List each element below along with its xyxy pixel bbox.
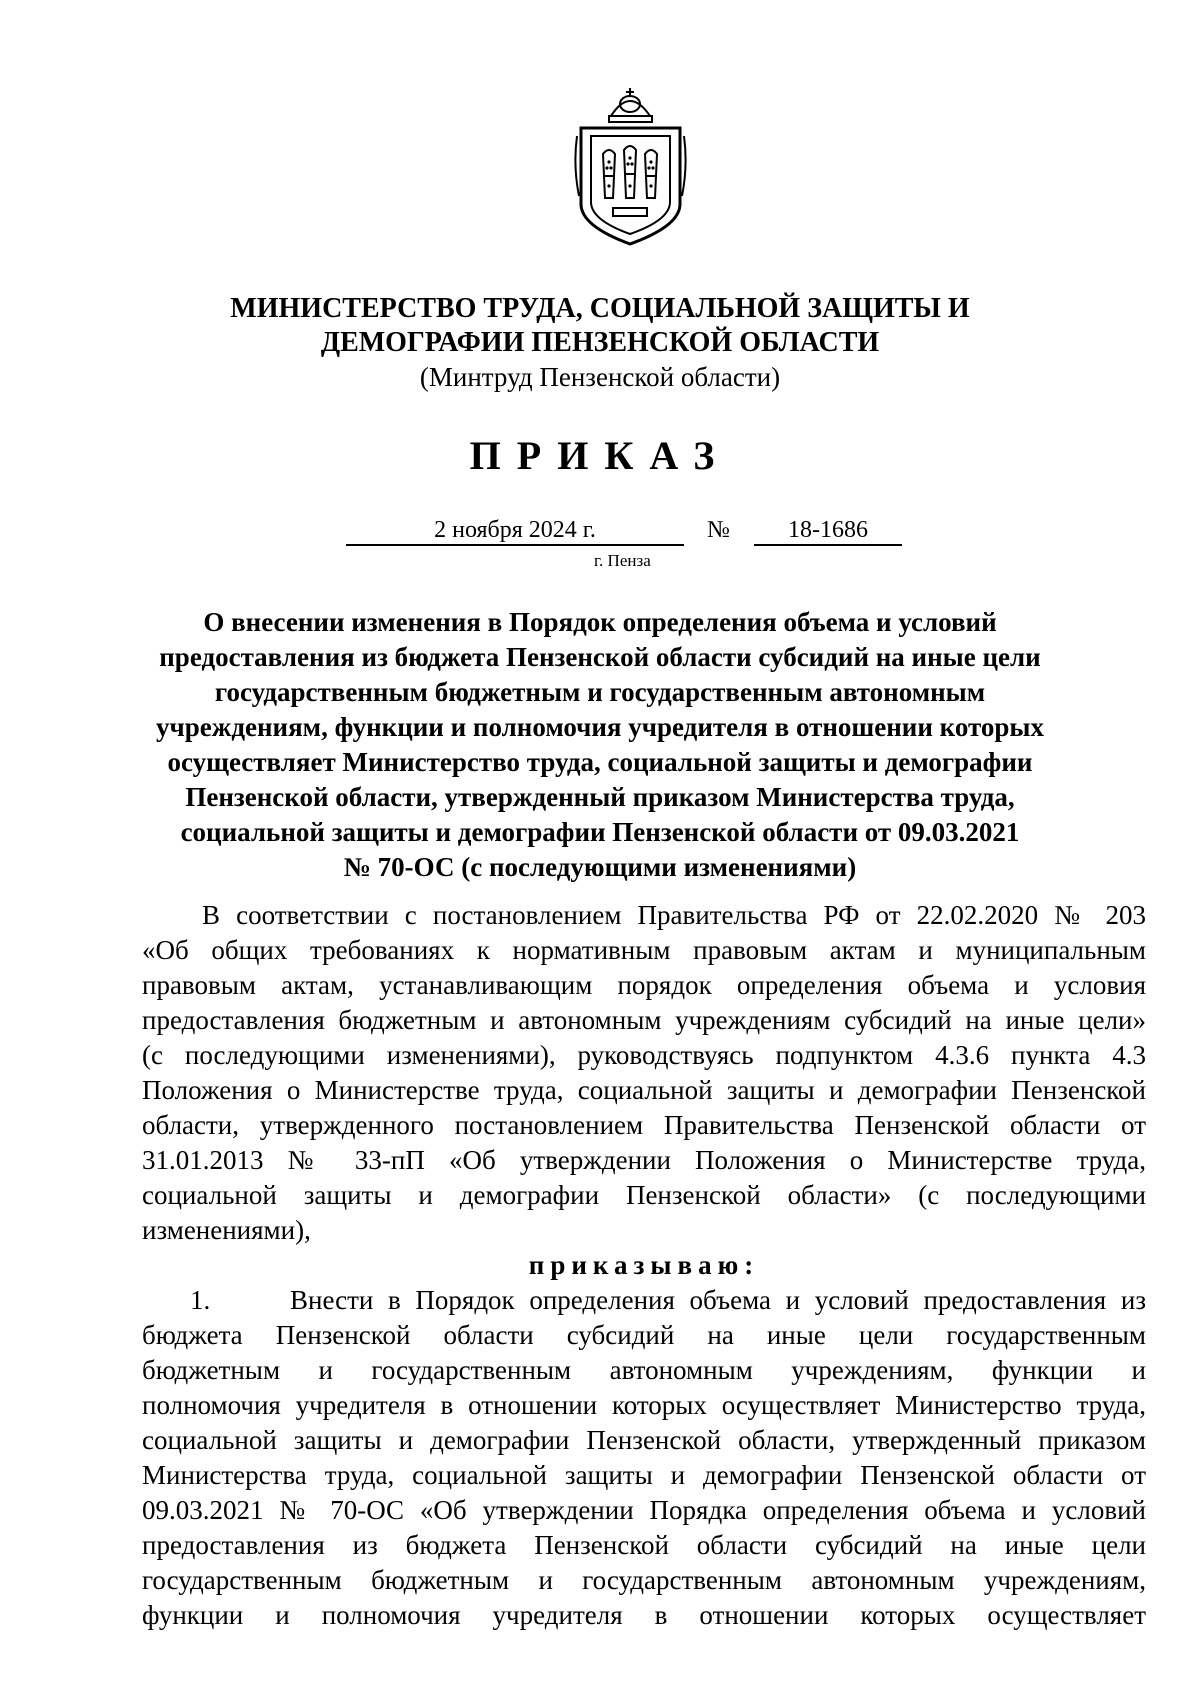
order-number: 18-1686 xyxy=(754,516,902,546)
item-1-first-line xyxy=(142,1283,1146,1318)
item-1-line: бюджетным и государственным автономным учреждениям, функции и xyxy=(142,1355,1146,1385)
order-body xyxy=(142,898,1146,1633)
document-type-title: ПРИКАЗ xyxy=(469,433,731,478)
preamble-line: Положения о Министерстве труда, социальной защиты и демографии Пензенской xyxy=(142,1075,1146,1105)
ministry-name-line-1: МИНИСТЕРСТВО ТРУДА, СОЦИАЛЬНОЙ ЗАЩИТЫ И xyxy=(230,293,970,324)
preamble-line: предоставления бюджетным и автономным учреждениям субсидий на иные цели» xyxy=(142,1005,1146,1035)
decree-word: приказываю: xyxy=(528,1250,760,1280)
item-1-number: 1. xyxy=(190,1285,211,1315)
subject-line: осуществляет Министерство труда, социальной защиты и демографии xyxy=(167,747,1033,777)
preamble-line: изменениями), xyxy=(142,1215,311,1245)
preamble-line: правовым актам, устанавливающим порядок определения объема и условия xyxy=(142,970,1146,1000)
item-1-line: 09.03.2021 № 70-ОС «Об утверждении Порядка определения объема и условий xyxy=(142,1495,1146,1525)
city-label: г. Пенза xyxy=(594,551,651,570)
preamble-line: В соответствии с постановлением Правительства РФ от 22.02.2020 № 203 xyxy=(202,900,1146,930)
ministry-short-name: (Минтруд Пензенской области) xyxy=(419,362,781,392)
item-1-line: полномочия учредителя в отношении которых осуществляет Министерство труда, xyxy=(142,1390,1146,1420)
item-1-line: социальной защиты и демографии Пензенской области, утвержденный приказом xyxy=(142,1425,1146,1455)
item-1-line: государственным бюджетным и государственным автономным учреждениям, xyxy=(142,1565,1146,1595)
preamble-line: (с последующими изменениями), руководствуясь подпунктом 4.3.6 пункта 4.3 xyxy=(142,1040,1146,1070)
preamble-line: области, утвержденного постановлением Правительства Пензенской области от xyxy=(142,1110,1146,1140)
order-subject xyxy=(0,605,1200,885)
subject-line: предоставления из бюджета Пензенской области субсидий на иные цели xyxy=(159,642,1041,672)
order-date: 2 ноября 2024 г. xyxy=(346,516,684,546)
subject-line: учреждениям, функции и полномочия учредителя в отношении которых xyxy=(156,712,1044,742)
item-1-line: Министерства труда, социальной защиты и демографии Пензенской области от xyxy=(142,1460,1146,1490)
subject-line: О внесении изменения в Порядок определения объема и условий xyxy=(203,607,997,637)
preamble-line: 31.01.2013 № 33-пП «Об утверждении Положения о Министерстве труда, xyxy=(142,1145,1146,1175)
ministry-name-line-2: ДЕМОГРАФИИ ПЕНЗЕНСКОЙ ОБЛАСТИ xyxy=(320,327,880,358)
item-1-line: предоставления из бюджета Пензенской области субсидий на иные цели xyxy=(142,1530,1146,1560)
subject-line: государственным бюджетным и государственным автономным xyxy=(214,677,986,707)
item-1-line: функции и полномочия учредителя в отношении которых осуществляет xyxy=(142,1600,1146,1630)
preamble-line: «Об общих требованиях к нормативным правовым актам и муниципальным xyxy=(142,935,1146,965)
preamble-line: социальной защиты и демографии Пензенской области» (с последующими xyxy=(142,1180,1146,1210)
subject-line: социальной защиты и демографии Пензенской области от 09.03.2021 xyxy=(180,817,1020,847)
number-sign: № xyxy=(707,517,730,543)
subject-line: Пензенской области, утвержденный приказом Министерства труда, xyxy=(185,782,1015,812)
item-1-line: бюджета Пензенской области субсидий на иные цели государственным xyxy=(142,1320,1146,1350)
penza-coat-of-arms-icon xyxy=(573,86,688,246)
item-1-first-line-text: Внести в Порядок определения объема и условий предоставления из xyxy=(290,1285,1146,1315)
subject-line: № 70-ОС (с последующими изменениями) xyxy=(343,852,857,882)
ministry-name xyxy=(0,292,1200,360)
